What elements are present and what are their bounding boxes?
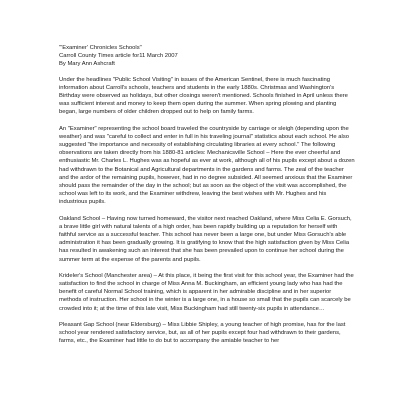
paragraph-intro: Under the headlines "Public School Visiting" in issues of the American Sentinel, there is much fascinating information about Carroll's schools, teachers and students in the early 1880s. Christmas and Washington's Birthday were observed as holidays, but other closings weren't mentioned. Schools finished in April unless there was sufficient interest and money to keep them open during the summer. When spring plowing and planting began, large numbers of older children dropped out to help on family farms.: [59, 76, 348, 116]
article-byline: By Mary Ann Ashcraft: [59, 61, 115, 68]
paragraph-oakland: Oakland School – Having now turned homeward, the visitor next reached Oakland, where Miss Celia E. Gorsuch, a brave little girl with natural talents of a high order, has been rapidly building up a reputation for herself with faithful service as a successful teacher. This school has never been a large one, but under Miss Gorsuch's able administration it has been gradually growing. It is gratifying to know that the high satisfaction given by Miss Celia has resulted in awakening such an interest that she has been prevailed upon to continue her school during the summer term at the expense of the parents and pupils.: [59, 215, 352, 263]
paragraph-kridelers: Krideler's School (Manchester area) – At this place, it being the first visit for this school year, the Examiner had the satisfaction to find the school in charge of Miss Anna M. Buckingham, an efficient young lady who has had the benefit of careful Normal School training, which is apparent in her admirable discipline and in her superior methods of instruction. Her school in the winter is a large one, in a house so small that the pupils can scarcely be crowded into it; at the time of this late visit, Miss Buckingham had still twenty-six pupils in attendance…: [59, 272, 354, 312]
article-source: Carroll County Times article for11 March 2007: [59, 53, 178, 60]
paragraph-pleasant-gap: Pleasant Gap School (near Eldersburg) – Miss Libbie Shipley, a young teacher of high promise, has for the last school year rendered satisfactory service, but, as all of her pupils except four had withdrawn to their gardens, farms, etc., the Examiner had little to do but to accompany the amiable teacher to her: [59, 321, 346, 345]
article-body: [59, 44, 355, 346]
paragraph-examiner: An "Examiner" representing the school board traveled the countryside by carriage or sleigh (depending upon the weather) and was "careful to collect and enter in full in his traveling journal" statistics about each school. He also suggested "the importance and necessity of establishing circulating libraries at every school." The following observations are taken directly from his 1880-81 articles: Mechanicsville School – Here the ever cheerful and enthusiastic Mr. Charles L. Hughes was as hopeful as ever at work, although all of his pupils except about a dozen had withdrawn to the Botanical and Agricultural departments in the gardens and farms. The zeal of the teacher and the ardor of the remaining pupils, however, had in no degree subsided. All seemed anxious that the Examiner should pass the remainder of the day in the school; but as soon as the object of the visit was accomplished, the school was left to its work, and the Examiner withdrew, leaving the best wishes with Mr. Hughes and his industrious pupils.: [59, 125, 355, 206]
article-title: "'Examiner' Chronicles Schools": [59, 45, 142, 51]
